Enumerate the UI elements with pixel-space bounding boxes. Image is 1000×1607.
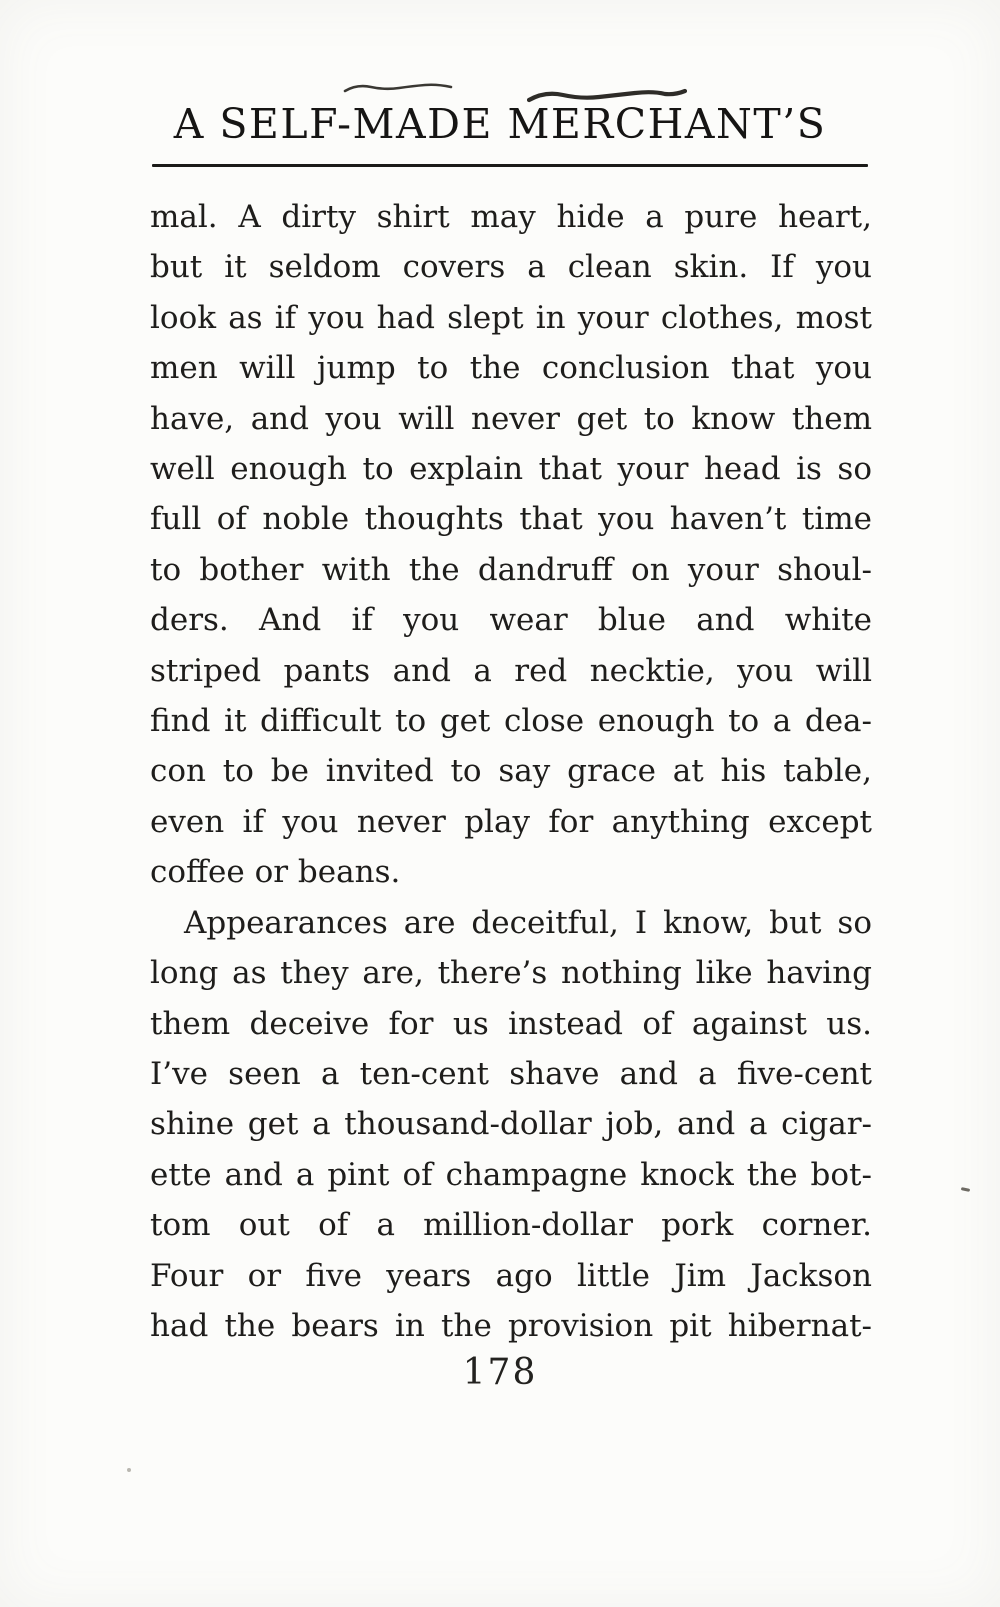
scan-speck-artifact [961,1187,970,1192]
page-number: 178 [462,1352,538,1393]
text-line: men will jump to the conclusion that you [150,350,872,387]
text-line: ette and a pint of champagne knock the bot- [150,1156,872,1193]
page-header-title: A SELF-MADE MERCHANT’S [173,100,827,148]
text-line: shine get a thousand-dollar job, and a cigar- [150,1106,872,1143]
text-line: tom out of a million-dollar pork corner. [150,1207,872,1244]
text-line: find it difficult to get close enough to a dea- [150,703,872,740]
text-line: Four or five years ago little Jim Jackson [150,1257,872,1294]
text-line: but it seldom covers a clean skin. If you [150,249,872,286]
text-line: well enough to explain that your head is so [150,451,872,488]
body-lines [150,192,872,1351]
text-line: striped pants and a red necktie, you will [150,652,872,689]
ink-squiggle-artifact [343,80,453,98]
text-line: even if you never play for anything except [150,803,872,840]
text-line: coffee or beans. [150,854,401,891]
text-line: had the bears in the provision pit hibernat- [150,1307,872,1344]
text-line: full of noble thoughts that you haven’t time [150,501,872,538]
text-line: con to be invited to say grace at his table, [150,753,872,790]
text-line: to bother with the dandruff on your shoul- [150,551,872,588]
header-rule [152,164,868,167]
text-line: look as if you had slept in your clothes, most [150,299,872,336]
scan-speck-artifact [127,1468,131,1472]
text-line: Appearances are deceitful, I know, but so [184,904,872,941]
text-line: long as they are, there’s nothing like having [150,955,872,992]
text-line: have, and you will never get to know them [150,400,872,437]
text-line: ders. And if you wear blue and white [150,602,872,639]
text-line: mal. A dirty shirt may hide a pure heart, [150,199,872,235]
text-line: I’ve seen a ten-cent shave and a five-cent [150,1055,872,1092]
text-line: them deceive for us instead of against us. [150,1005,872,1042]
